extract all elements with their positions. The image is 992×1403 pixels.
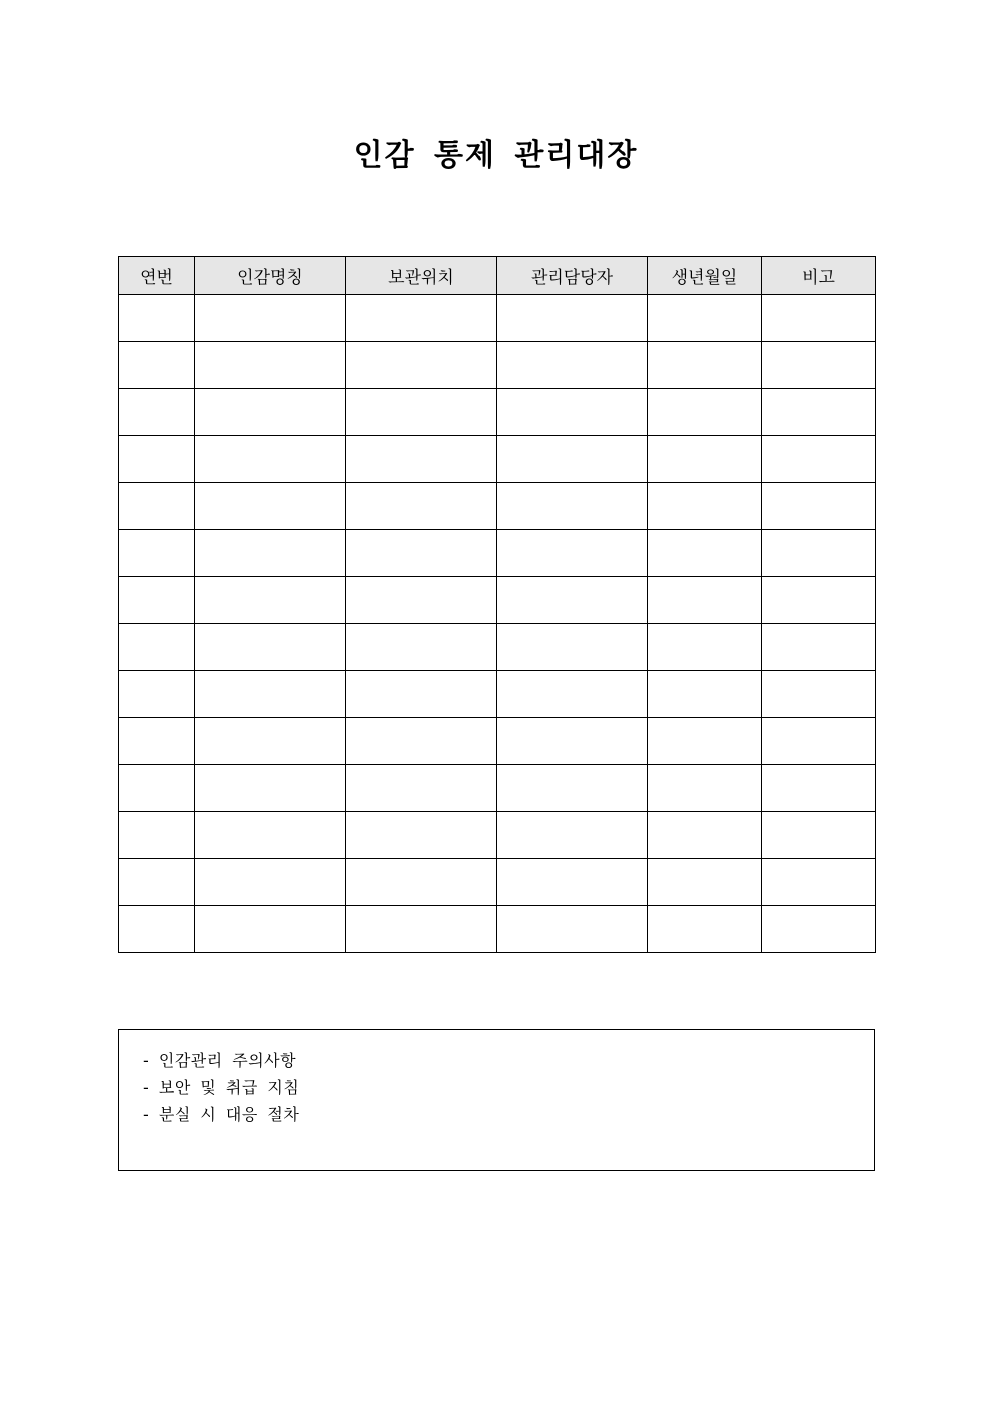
cell-number bbox=[119, 718, 195, 765]
table-row bbox=[119, 389, 876, 436]
cell-birth-date bbox=[648, 436, 762, 483]
cell-manager bbox=[497, 906, 648, 953]
note-item: - 보안 및 취급 지침 bbox=[143, 1078, 300, 1097]
cell-birth-date bbox=[648, 671, 762, 718]
table-row bbox=[119, 906, 876, 953]
cell-birth-date bbox=[648, 859, 762, 906]
cell-birth-date bbox=[648, 812, 762, 859]
cell-storage-location bbox=[346, 342, 497, 389]
table-row bbox=[119, 342, 876, 389]
cell-storage-location bbox=[346, 483, 497, 530]
cell-storage-location bbox=[346, 530, 497, 577]
cell-manager bbox=[497, 624, 648, 671]
note-item: - 인감관리 주의사항 bbox=[143, 1051, 297, 1070]
cell-manager bbox=[497, 389, 648, 436]
cell-remarks bbox=[762, 906, 876, 953]
column-header-manager: 관리담당자 bbox=[497, 257, 648, 295]
cell-seal-name bbox=[195, 483, 346, 530]
cell-number bbox=[119, 671, 195, 718]
cell-storage-location bbox=[346, 624, 497, 671]
cell-number bbox=[119, 765, 195, 812]
cell-number bbox=[119, 577, 195, 624]
cell-remarks bbox=[762, 812, 876, 859]
cell-storage-location bbox=[346, 812, 497, 859]
table-body bbox=[119, 295, 876, 953]
cell-remarks bbox=[762, 436, 876, 483]
cell-seal-name bbox=[195, 530, 346, 577]
cell-seal-name bbox=[195, 577, 346, 624]
cell-manager bbox=[497, 295, 648, 342]
cell-storage-location bbox=[346, 859, 497, 906]
notes-list bbox=[119, 1030, 874, 1128]
cell-seal-name bbox=[195, 436, 346, 483]
cell-manager bbox=[497, 577, 648, 624]
cell-storage-location bbox=[346, 671, 497, 718]
cell-manager bbox=[497, 436, 648, 483]
table-row bbox=[119, 530, 876, 577]
cell-birth-date bbox=[648, 624, 762, 671]
cell-number bbox=[119, 624, 195, 671]
cell-manager bbox=[497, 483, 648, 530]
cell-manager bbox=[497, 718, 648, 765]
column-header-number: 연번 bbox=[119, 257, 195, 295]
cell-seal-name bbox=[195, 718, 346, 765]
cell-remarks bbox=[762, 577, 876, 624]
cell-remarks bbox=[762, 624, 876, 671]
cell-storage-location bbox=[346, 765, 497, 812]
note-item: - 분실 시 대응 절차 bbox=[143, 1105, 300, 1124]
column-header-birth-date: 생년월일 bbox=[648, 257, 762, 295]
table-row bbox=[119, 718, 876, 765]
cell-remarks bbox=[762, 342, 876, 389]
cell-seal-name bbox=[195, 389, 346, 436]
table-row bbox=[119, 436, 876, 483]
cell-remarks bbox=[762, 483, 876, 530]
cell-remarks bbox=[762, 859, 876, 906]
cell-remarks bbox=[762, 718, 876, 765]
cell-manager bbox=[497, 342, 648, 389]
cell-birth-date bbox=[648, 295, 762, 342]
cell-seal-name bbox=[195, 624, 346, 671]
table-row bbox=[119, 624, 876, 671]
cell-birth-date bbox=[648, 483, 762, 530]
cell-seal-name bbox=[195, 812, 346, 859]
table-row bbox=[119, 671, 876, 718]
table-row bbox=[119, 765, 876, 812]
cell-manager bbox=[497, 812, 648, 859]
cell-seal-name bbox=[195, 295, 346, 342]
table-header-row bbox=[119, 257, 876, 295]
table-row bbox=[119, 483, 876, 530]
cell-manager bbox=[497, 765, 648, 812]
table-row bbox=[119, 295, 876, 342]
cell-manager bbox=[497, 530, 648, 577]
seal-ledger-table bbox=[118, 256, 876, 953]
column-header-remarks: 비고 bbox=[762, 257, 876, 295]
cell-remarks bbox=[762, 389, 876, 436]
cell-birth-date bbox=[648, 342, 762, 389]
table-row bbox=[119, 859, 876, 906]
cell-number bbox=[119, 295, 195, 342]
cell-remarks bbox=[762, 671, 876, 718]
cell-storage-location bbox=[346, 577, 497, 624]
cell-storage-location bbox=[346, 906, 497, 953]
cell-seal-name bbox=[195, 342, 346, 389]
cell-seal-name bbox=[195, 859, 346, 906]
cell-number bbox=[119, 859, 195, 906]
cell-birth-date bbox=[648, 718, 762, 765]
cell-storage-location bbox=[346, 718, 497, 765]
cell-number bbox=[119, 342, 195, 389]
cell-storage-location bbox=[346, 389, 497, 436]
cell-birth-date bbox=[648, 765, 762, 812]
notes-box bbox=[118, 1029, 875, 1171]
table-row bbox=[119, 577, 876, 624]
cell-manager bbox=[497, 671, 648, 718]
cell-birth-date bbox=[648, 906, 762, 953]
cell-number bbox=[119, 436, 195, 483]
page-title: 인감 통제 관리대장 bbox=[353, 138, 639, 173]
cell-seal-name bbox=[195, 906, 346, 953]
cell-number bbox=[119, 483, 195, 530]
cell-seal-name bbox=[195, 671, 346, 718]
table-row bbox=[119, 812, 876, 859]
cell-birth-date bbox=[648, 577, 762, 624]
cell-number bbox=[119, 906, 195, 953]
cell-remarks bbox=[762, 530, 876, 577]
column-header-seal-name: 인감명칭 bbox=[195, 257, 346, 295]
cell-birth-date bbox=[648, 530, 762, 577]
column-header-storage-location: 보관위치 bbox=[346, 257, 497, 295]
cell-birth-date bbox=[648, 389, 762, 436]
cell-remarks bbox=[762, 765, 876, 812]
cell-number bbox=[119, 812, 195, 859]
cell-storage-location bbox=[346, 436, 497, 483]
cell-seal-name bbox=[195, 765, 346, 812]
cell-number bbox=[119, 530, 195, 577]
cell-manager bbox=[497, 859, 648, 906]
cell-storage-location bbox=[346, 295, 497, 342]
cell-number bbox=[119, 389, 195, 436]
cell-remarks bbox=[762, 295, 876, 342]
